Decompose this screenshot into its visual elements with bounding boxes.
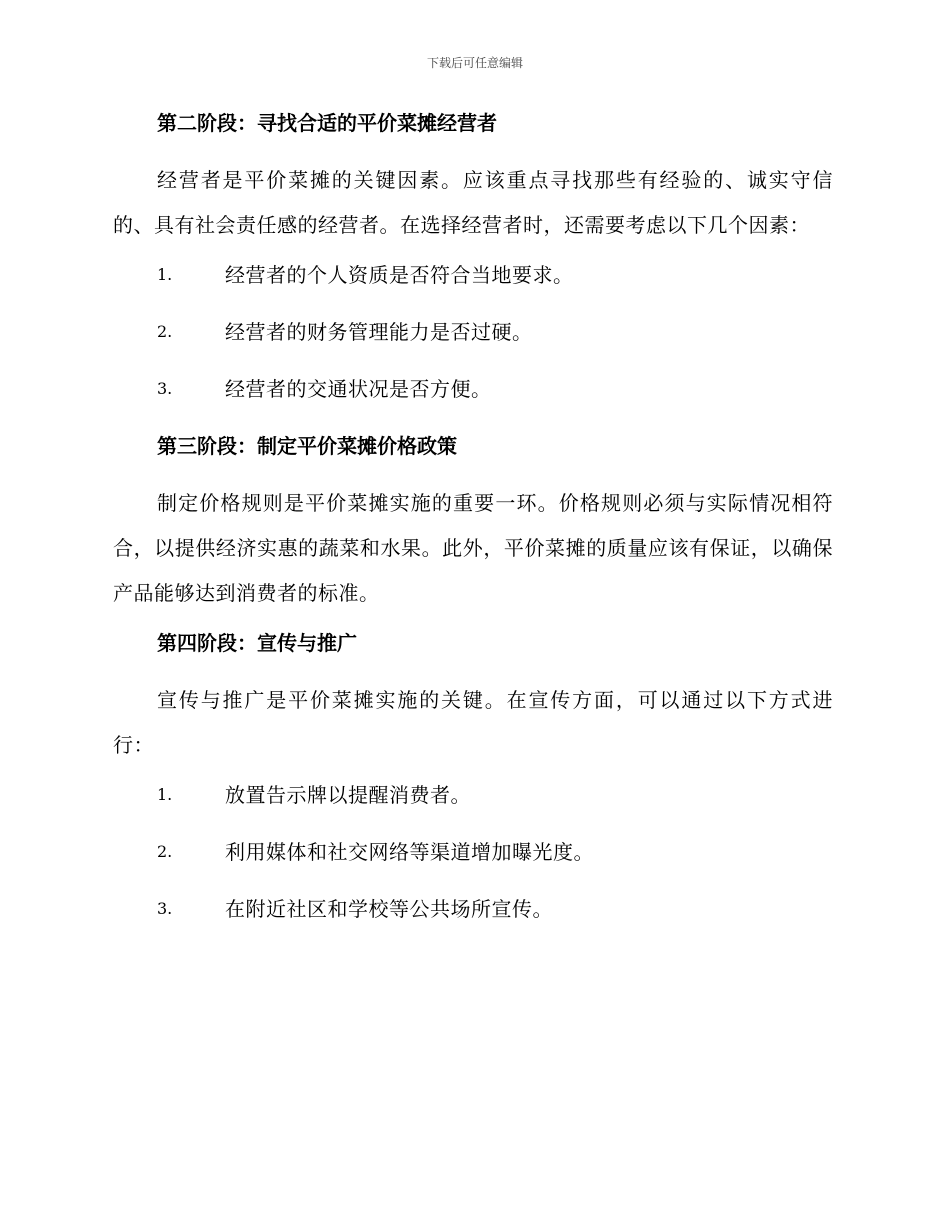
section-stage-four <box>113 628 833 951</box>
section-stage-two <box>113 108 833 431</box>
list-item <box>113 837 833 894</box>
section-paragraph: 宣传与推广是平价菜摊实施的关键。在宣传方面，可以通过以下方式进行： <box>113 688 833 757</box>
list-number: 3. <box>157 899 173 918</box>
section-heading: 第三阶段：制定平价菜摊价格政策 <box>157 434 457 458</box>
list-text: 利用媒体和社交网络等渠道增加曝光度。 <box>225 840 594 864</box>
list-text: 经营者的交通状况是否方便。 <box>225 377 492 401</box>
page-header: 下载后可任意编辑 <box>426 56 523 70</box>
numbered-list <box>113 260 833 431</box>
list-number: 3. <box>157 379 173 398</box>
list-item <box>113 894 833 951</box>
list-item <box>113 780 833 837</box>
section-heading: 第二阶段：寻找合适的平价菜摊经营者 <box>157 111 497 135</box>
list-number: 2. <box>157 842 173 861</box>
document-body <box>113 108 833 951</box>
list-item <box>113 374 833 431</box>
list-item <box>113 260 833 317</box>
list-text: 经营者的个人资质是否符合当地要求。 <box>225 263 574 287</box>
section-paragraph: 经营者是平价菜摊的关键因素。应该重点寻找那些有经验的、诚实守信的、具有社会责任感的经营者。在选择经营者时，还需要考虑以下几个因素： <box>113 168 833 237</box>
section-stage-three <box>113 431 833 616</box>
list-number: 1. <box>157 265 173 284</box>
list-item <box>113 317 833 374</box>
section-paragraph: 制定价格规则是平价菜摊实施的重要一环。价格规则必须与实际情况相符合，以提供经济实惠的蔬菜和水果。此外，平价菜摊的质量应该有保证，以确保产品能够达到消费者的标准。 <box>113 491 833 605</box>
section-heading: 第四阶段：宣传与推广 <box>157 631 357 655</box>
list-text: 放置告示牌以提醒消费者。 <box>225 783 471 807</box>
list-number: 2. <box>157 322 173 341</box>
list-number: 1. <box>157 785 173 804</box>
list-text: 经营者的财务管理能力是否过硬。 <box>225 320 533 344</box>
list-text: 在附近社区和学校等公共场所宣传。 <box>225 897 553 921</box>
numbered-list <box>113 780 833 951</box>
